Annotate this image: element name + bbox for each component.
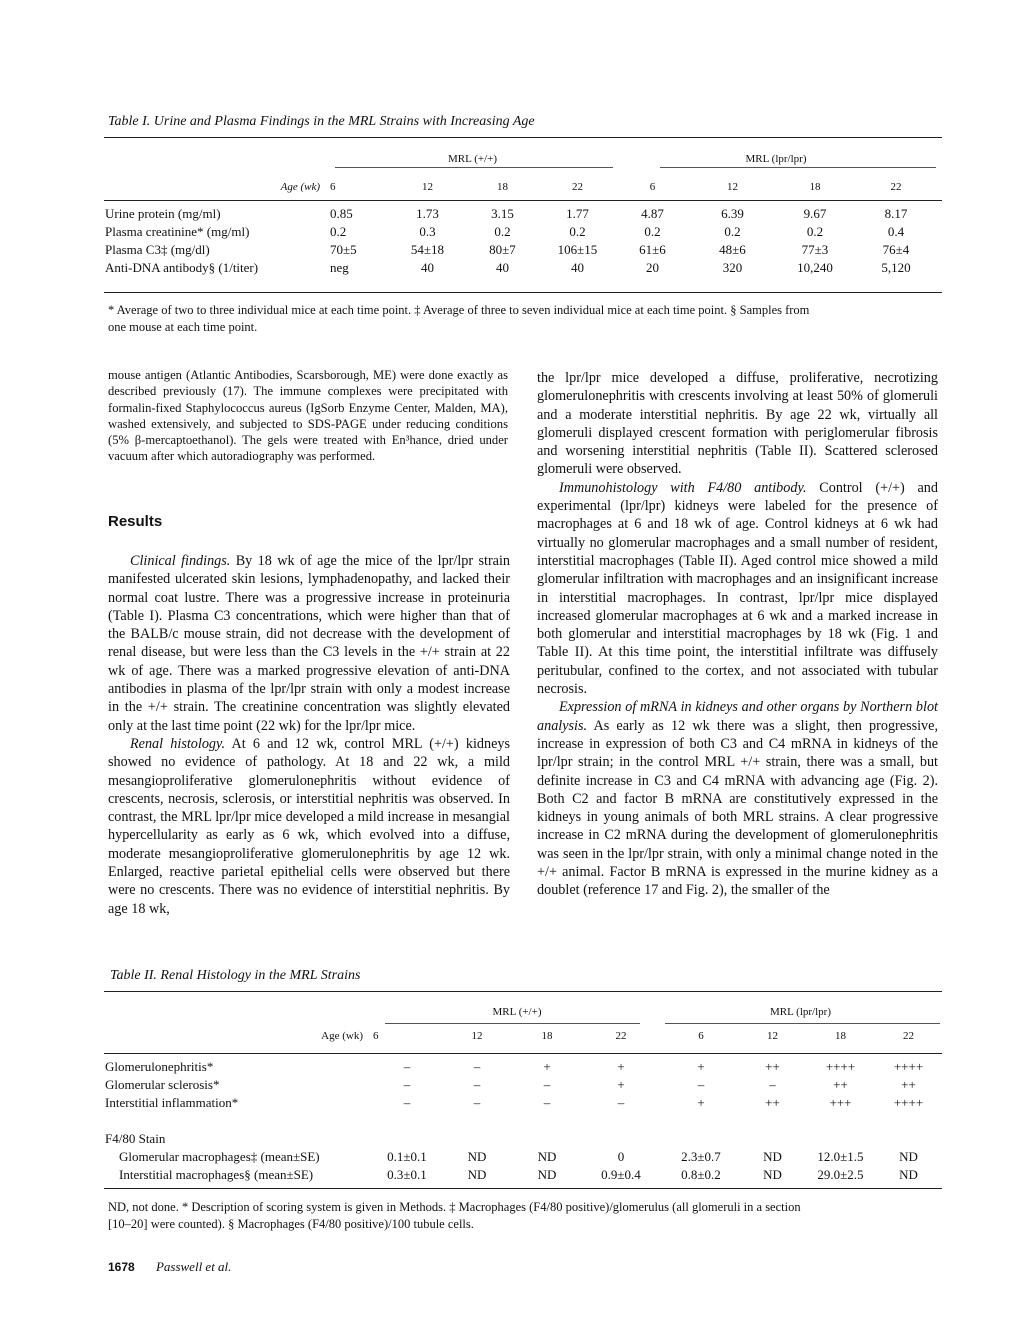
table2-age-cell: 12 xyxy=(471,1030,483,1042)
clinical-findings-text: By 18 wk of age the mice of the lpr/lpr strain manifested ulcerated skin lesions, lymphadenopathy, and lacked their normal coat lustre. There was a progressive increase in proteinuria (Table I). Plasma C3 concentrations, which were higher than that of the BALB/c mouse strain, did not decrease with the development of renal disease, but were less than the C3 levels in the +/+ strain at 22 wk of age. There was a marked progressive elevation of anti-DNA antibodies in plasma of the lpr/lpr strain with only a modest increase in the +/+ strain. The creatinine concentration was slightly elevated only at the last time point (22 wk) for the lpr/lpr mice. xyxy=(108,553,510,734)
mrna-paragraph xyxy=(537,698,938,899)
table2-header xyxy=(105,1000,940,1048)
table1-age-cell: 12 xyxy=(727,181,738,193)
table-row xyxy=(105,223,937,241)
cell: – xyxy=(403,1095,411,1110)
cell: ND xyxy=(467,1167,487,1182)
right-column-body xyxy=(537,369,938,900)
row-label: Interstitial macrophages§ (mean±SE) xyxy=(119,1167,314,1182)
cell: 0.2 xyxy=(330,224,347,239)
table1-age-row xyxy=(105,173,937,201)
cell: ND xyxy=(537,1149,557,1164)
cell: 1.73 xyxy=(416,206,439,221)
cell: – xyxy=(697,1077,705,1092)
methods-paragraph: mouse antigen (Atlantic Antibodies, Scarsborough, ME) were done exactly as described previously (17). The immune complexes were precipitated with formalin-fixed Staphylococcus aureus (IgSorb Enzyme Center, Malden, MA), washed extensively, and subjected to SDS-PAGE under reducing conditions (5% β-mercaptoethanol). The gels were treated with En³hance, dried under vacuum after which autoradiography was performed. xyxy=(108,368,508,464)
table1-age-cell: 22 xyxy=(572,181,583,193)
cell: ++++ xyxy=(825,1059,856,1074)
cell: 70±5 xyxy=(330,242,357,257)
cell: 0.9±0.4 xyxy=(601,1167,641,1182)
cell: + xyxy=(617,1059,625,1074)
table2-title: Table II. Renal Histology in the MRL Strains xyxy=(110,968,361,983)
cell: ND xyxy=(763,1167,782,1182)
cell: 76±4 xyxy=(882,242,910,257)
cell: ND xyxy=(899,1167,918,1182)
renal-histology-lead: Renal histology. xyxy=(130,735,226,752)
cell: 0 xyxy=(617,1149,625,1164)
table2-header-rule xyxy=(104,1053,942,1054)
mrna-lead: Expression of mRNA in kidneys and other organs by Northern blot analysis. xyxy=(537,699,938,734)
cell: 0.85 xyxy=(330,206,353,221)
table-row xyxy=(105,241,937,259)
cell: ++ xyxy=(765,1059,780,1074)
table2-footnote-line2: [10–20] were counted). § Macrophages (F4/80 positive)/100 tubule cells. xyxy=(108,1217,474,1231)
cell: 54±18 xyxy=(410,242,445,257)
table2-age-cell: 18 xyxy=(541,1030,553,1042)
immunohistology-paragraph xyxy=(537,479,938,699)
cell: + xyxy=(617,1077,625,1092)
cell: 0.3 xyxy=(419,224,436,239)
cell: 0.8±0.2 xyxy=(681,1167,721,1182)
table1-group-label-control: MRL (+/+) xyxy=(448,153,497,165)
cell: ND xyxy=(537,1167,557,1182)
cell: – xyxy=(403,1077,411,1092)
left-column-body xyxy=(108,552,510,918)
row-label: Urine protein (mg/ml) xyxy=(105,206,221,221)
cell: 40 xyxy=(421,260,434,275)
table1-group-underline-lpr xyxy=(660,167,936,168)
table1-age-cell: 22 xyxy=(890,181,902,193)
table1-group-label-lpr: MRL (lpr/lpr) xyxy=(745,153,807,165)
cell: – xyxy=(403,1059,411,1074)
running-authors: Passwell et al. xyxy=(155,1259,232,1274)
cell: – xyxy=(473,1095,481,1110)
cell: 4.87 xyxy=(641,206,664,221)
table2-age-cell: 6 xyxy=(698,1030,704,1042)
clinical-findings-lead: Clinical findings. xyxy=(130,553,231,569)
table2-group-label-control: MRL (+/+) xyxy=(492,1006,542,1018)
cell: 3.15 xyxy=(491,206,514,221)
cell: + xyxy=(543,1059,551,1074)
cell: neg xyxy=(330,260,349,275)
table2-group-label-lpr: MRL (lpr/lpr) xyxy=(770,1006,831,1018)
page-number: 1678 xyxy=(108,1260,135,1274)
row-label: Glomerular macrophages‡ (mean±SE) xyxy=(119,1149,320,1164)
cell: 0.2 xyxy=(724,224,741,239)
cell: ND xyxy=(899,1149,918,1164)
row-label: Interstitial inflammation* xyxy=(105,1095,239,1110)
cell: 5,120 xyxy=(881,260,911,275)
table1-age-cell: 6 xyxy=(649,181,656,193)
table1-footnote xyxy=(108,302,938,336)
table2-section-label: F4/80 Stain xyxy=(105,1131,166,1146)
cell: + xyxy=(697,1059,705,1074)
table1-age-cell: 18 xyxy=(497,181,508,193)
cell: – xyxy=(617,1095,625,1110)
cell: 2.3±0.7 xyxy=(681,1149,721,1164)
cell: – xyxy=(543,1095,551,1110)
page-footer xyxy=(108,1259,231,1275)
cell: – xyxy=(473,1077,481,1092)
mrna-text: As early as 12 wk there was a slight, then progressive, increase in expression of both C3 and C4 mRNA in kidneys of the lpr/lpr strain; in the control MRL +/+ strain, there was a small, but definite increase in C3 and C4 mRNA with advancing age (Fig. 2). Both C2 and factor B mRNA are constitutively expressed in the kidneys in young animals of both MRL strains. A clear progressive increase in C2 mRNA during the development of glomerulonephritis was seen in the lpr/lpr strain, with only a minimal change noted in the +/+ animal. Factor B mRNA is expressed in the murine kidney as a doublet (reference 17 and Fig. 2), the smaller of the xyxy=(537,717,938,899)
table1-top-rule xyxy=(104,137,942,138)
results-heading: Results xyxy=(108,513,163,530)
table2-age-cell: 12 xyxy=(767,1030,778,1042)
table1-title: Table I. Urine and Plasma Findings in the MRL Strains with Increasing Age xyxy=(108,114,535,129)
cell: 20 xyxy=(646,260,659,275)
cell: 8.17 xyxy=(884,206,908,221)
cell: 0.3±0.1 xyxy=(387,1167,427,1182)
table-row xyxy=(105,259,937,277)
table1-footnote-line2: one mouse at each time point. xyxy=(108,320,258,334)
table-row xyxy=(105,1148,940,1166)
row-label: Plasma C3‡ (mg/dl) xyxy=(105,242,210,257)
table2-footnote xyxy=(108,1199,938,1233)
table2-group-underline-lpr xyxy=(665,1023,940,1024)
cell: 106±15 xyxy=(557,242,598,257)
cell: 40 xyxy=(571,260,584,275)
cell: ND xyxy=(467,1149,487,1164)
cell: 0.2 xyxy=(569,224,586,239)
cell: 29.0±2.5 xyxy=(817,1167,864,1182)
cell: 0.2 xyxy=(494,224,511,239)
table2-footnote-line1: ND, not done. * Description of scoring system is given in Methods. ‡ Macrophages (F4/80 positive)/glomerulus (all glomeruli in a section xyxy=(108,1200,801,1214)
cell: ++ xyxy=(901,1077,916,1092)
table-row xyxy=(105,1094,940,1112)
cell: ++ xyxy=(765,1095,780,1110)
renal-histology-paragraph xyxy=(108,735,510,918)
table2-body xyxy=(105,1058,940,1184)
row-label: Glomerulonephritis* xyxy=(105,1059,214,1074)
table1-age-cell: 12 xyxy=(422,181,433,193)
cell: ++++ xyxy=(893,1059,924,1074)
row-label: Plasma creatinine* (mg/ml) xyxy=(105,224,250,239)
cell: – xyxy=(543,1077,551,1092)
table1-header-rule xyxy=(104,200,942,201)
histology-continued-paragraph: the lpr/lpr mice developed a diffuse, proliferative, necrotizing glomerulonephritis with crescents involving at least 50% of glomeruli and a moderate interstitial nephritis. By age 22 wk, virtually all glomeruli displayed crescent formation with periglomerular fibrosis and worsening interstitial nephritis (Table II). Scattered sclerosed glomeruli were observed. xyxy=(537,370,938,478)
table2-age-cell: 18 xyxy=(835,1030,846,1042)
immunohistology-lead: Immunohistology with F4/80 antibody. xyxy=(559,479,807,496)
cell: 77±3 xyxy=(801,242,829,257)
cell: 10,240 xyxy=(797,260,833,275)
table1-group-underline-control xyxy=(335,167,613,168)
cell: 61±6 xyxy=(639,242,666,257)
cell: 80±7 xyxy=(489,242,516,257)
table2-age-cell: 6 xyxy=(373,1030,379,1042)
cell: ND xyxy=(763,1149,782,1164)
cell: 40 xyxy=(496,260,509,275)
cell: 0.4 xyxy=(887,224,905,239)
cell: + xyxy=(697,1095,705,1110)
table1-footnote-line1: * Average of two to three individual mice at each time point. ‡ Average of three to seven individual mice at each time point. § Samples from xyxy=(108,303,810,317)
cell: ++++ xyxy=(893,1095,924,1110)
table1-age-cell: 18 xyxy=(809,181,821,193)
table-row xyxy=(105,205,937,223)
row-label: Anti-DNA antibody§ (1/titer) xyxy=(105,260,259,275)
table1-age-cell: 6 xyxy=(330,181,336,193)
cell: 0.2 xyxy=(806,224,824,239)
table-row xyxy=(105,1058,940,1076)
cell: 48±6 xyxy=(719,242,746,257)
table1-body xyxy=(105,205,937,277)
renal-histology-text: At 6 and 12 wk, control MRL (+/+) kidneys showed no evidence of pathology. At 18 and 22 wk, a mild mesangioproliferative glomerulonephritis without evidence of crescents, necrosis, sclerosis, or interstitial nephritis was observed. In contrast, the MRL lpr/lpr mice developed a mild increase in mesangial hypercellularity as early as 6 wk, which evolved into a diffuse, moderate mesangioproliferative glomerulonephritis by age 12 wk. Enlarged, reactive parietal epithelial cells were observed but there were no crescents. There was no evidence of interstitial nephritis. By age 18 wk, xyxy=(108,735,510,917)
cell: – xyxy=(769,1077,776,1092)
cell: – xyxy=(473,1059,481,1074)
table2-age-label: Age (wk) xyxy=(321,1030,363,1042)
cell: 9.67 xyxy=(803,206,827,221)
table2-top-rule xyxy=(104,991,942,992)
table-row xyxy=(105,1166,940,1184)
clinical-findings-paragraph xyxy=(108,552,510,735)
cell: ++ xyxy=(833,1077,848,1092)
table2-age-row xyxy=(105,1024,940,1048)
table2-age-cell: 22 xyxy=(903,1030,914,1042)
table2-group-underline-control xyxy=(385,1023,640,1024)
table1-bottom-rule xyxy=(104,292,942,293)
cell: 0.2 xyxy=(644,224,661,239)
immunohistology-text: Control (+/+) and experimental (lpr/lpr) kidneys were labeled for the presence of macrophages at 6 and 18 wk of age. Control kidneys at 6 wk had virtually no glomerular macrophages and a small number of resident, interstitial macrophages (Table II). Aged control mice showed a mild glomerular infiltration with macrophages and an insignificant increase in interstitial macrophages. In contrast, lpr/lpr mice displayed increased glomerular macrophages at 6 wk and a marked increase in both glomerular and interstitial macrophages by 18 wk (Fig. 1 and Table II). At this time point, the interstitial infiltrate was diffusely peritubular, confined to the cortex, and not associated with tubular necrosis. xyxy=(537,479,938,698)
cell: 12.0±1.5 xyxy=(817,1149,864,1164)
table2-bottom-rule xyxy=(104,1188,942,1189)
table2-age-cell: 22 xyxy=(615,1030,627,1042)
cell: +++ xyxy=(829,1095,852,1110)
row-label: Glomerular sclerosis* xyxy=(105,1077,220,1092)
table1-age-label: Age (wk) xyxy=(280,181,320,193)
cell: 6.39 xyxy=(721,206,744,221)
table-row xyxy=(105,1076,940,1094)
left-column-intro xyxy=(108,367,508,465)
cell: 320 xyxy=(722,260,743,275)
cell: 0.1±0.1 xyxy=(387,1149,427,1164)
cell: 1.77 xyxy=(566,206,589,221)
